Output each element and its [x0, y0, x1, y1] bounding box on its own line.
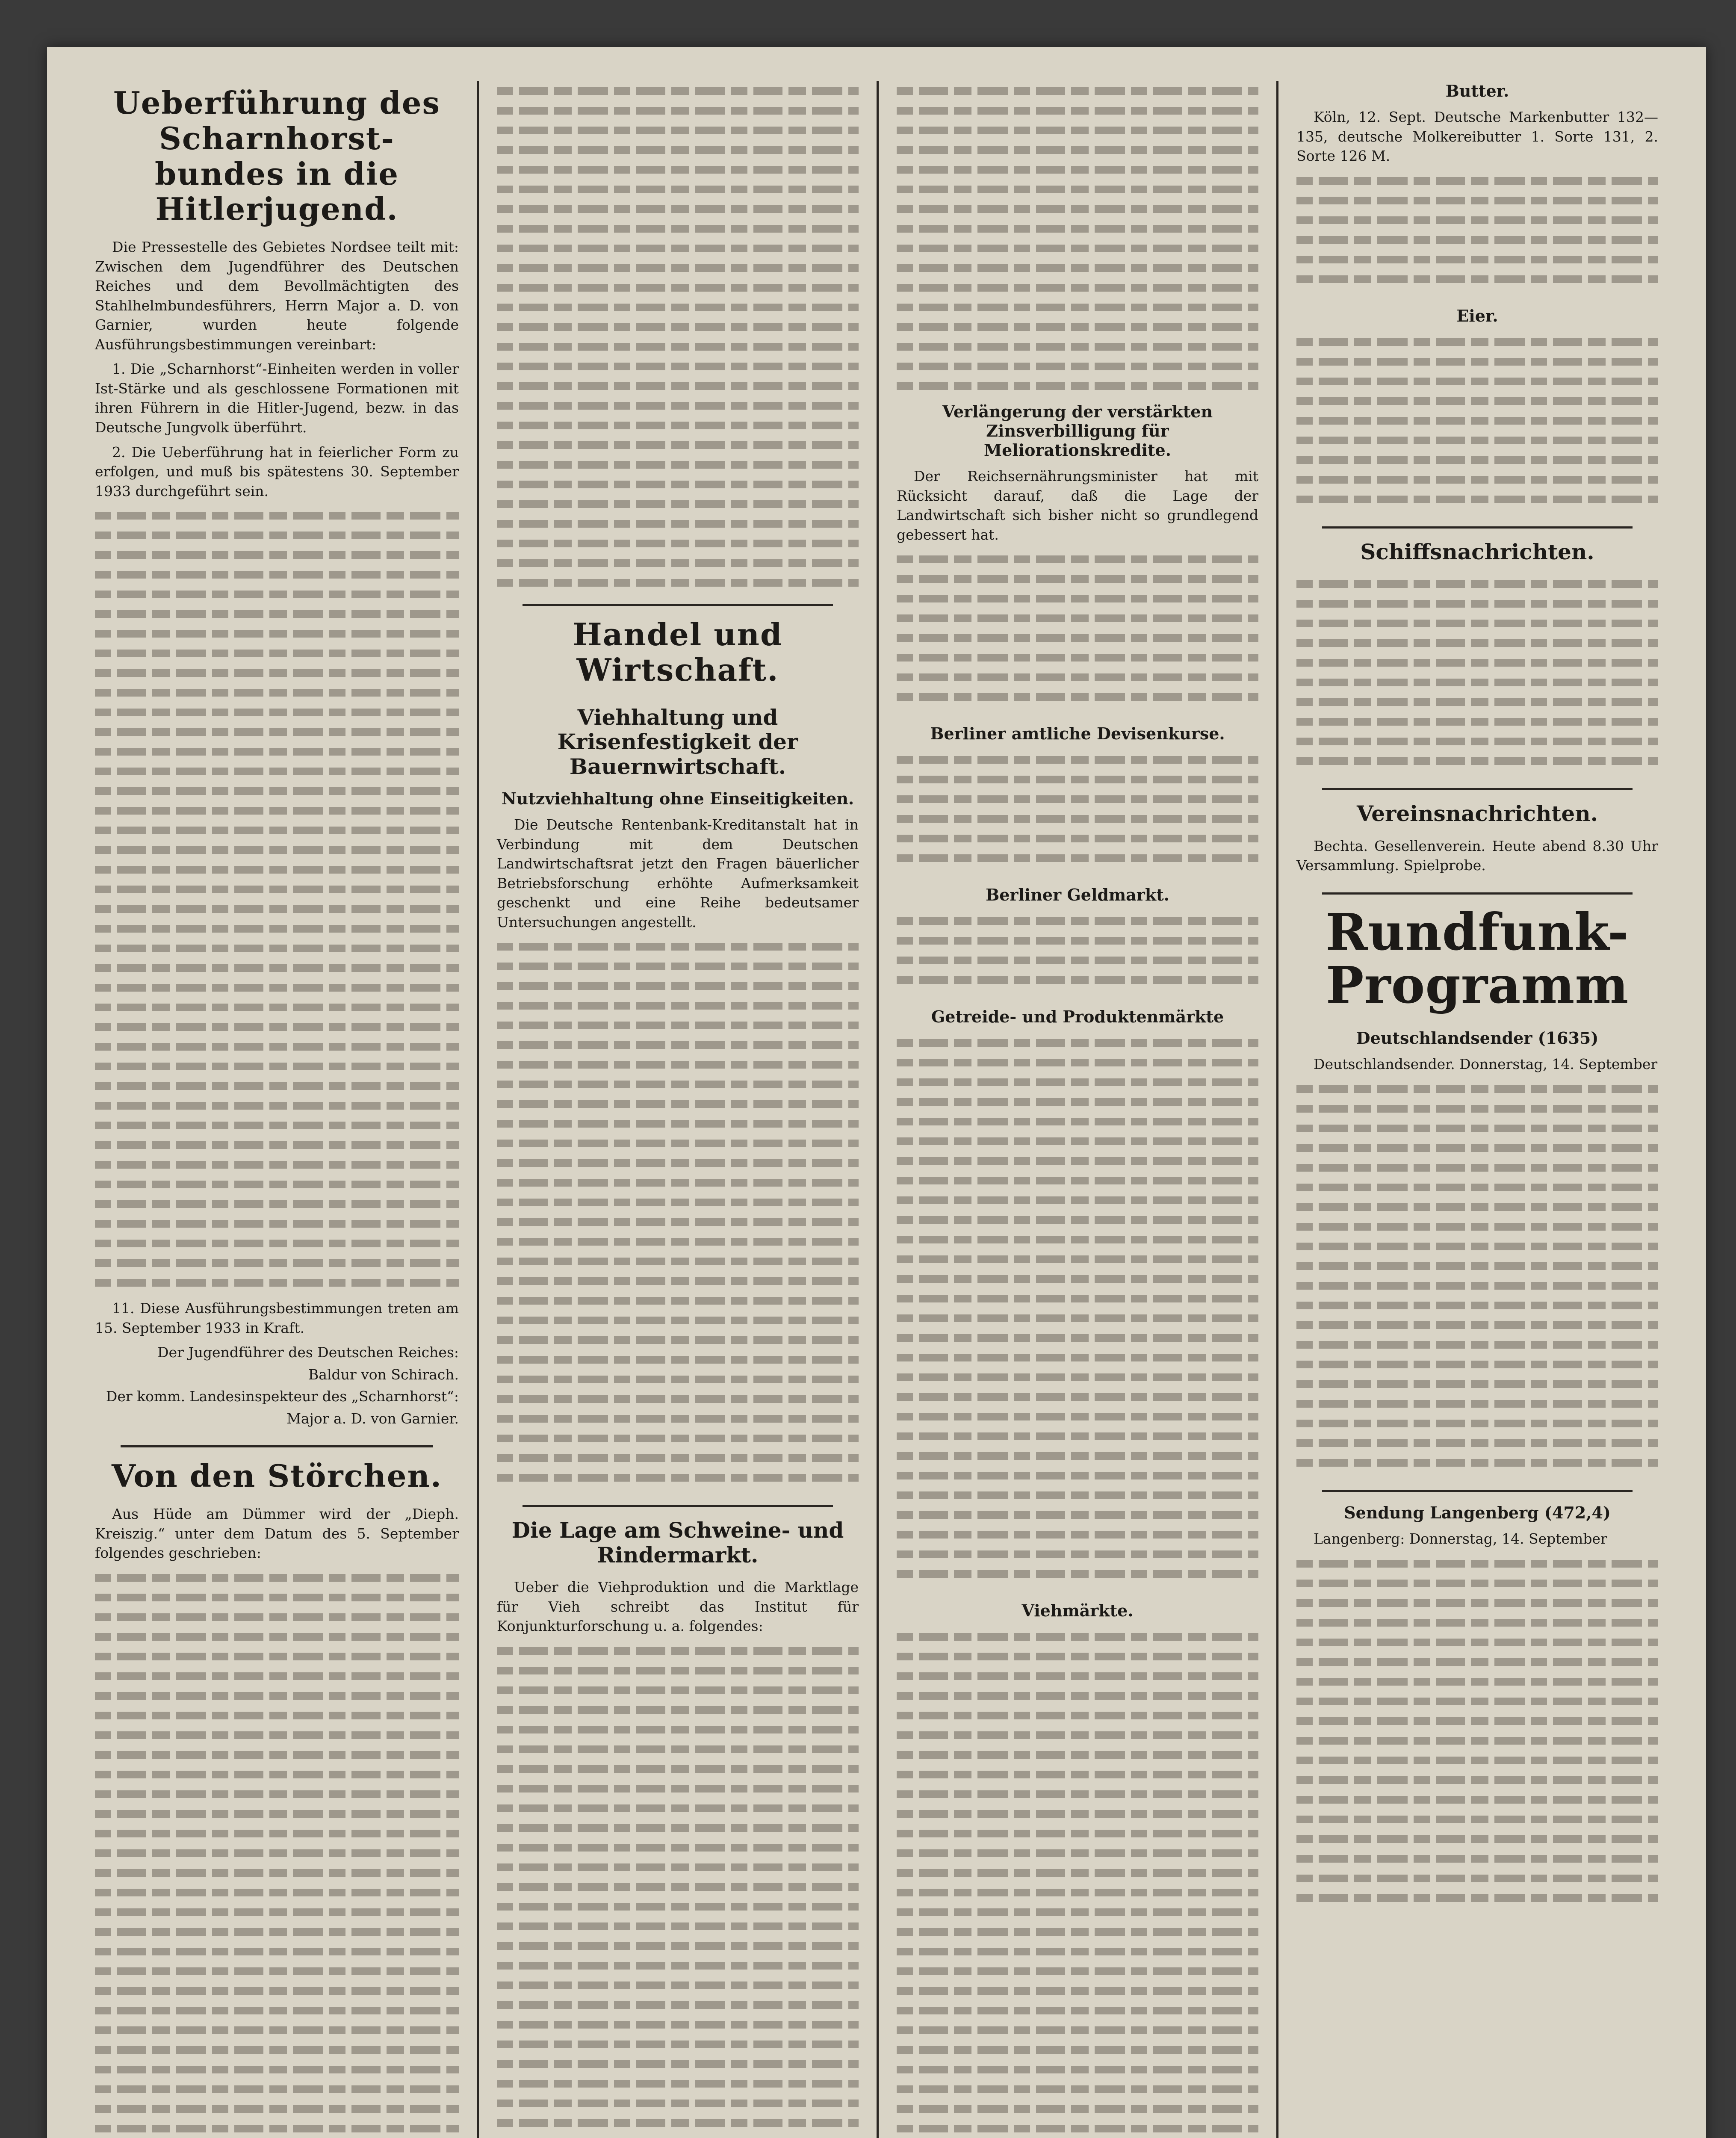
paragraph: Langenberg: Donnerstag, 14. September	[1314, 1530, 1607, 1547]
headline: Butter.	[1445, 81, 1509, 100]
column-2	[477, 81, 877, 2138]
article-viehmaerkte	[897, 1601, 1258, 2138]
illegible-text-block	[95, 506, 459, 1293]
illegible-text-block	[1296, 1079, 1658, 1473]
divider	[523, 604, 833, 606]
paragraph: 11. Diese Ausführungsbestimmungen treten am 15. September 1933 in Kraft.	[95, 1300, 459, 1336]
headline: Getreide- und Produktenmärkte	[931, 1007, 1224, 1027]
headline: Vereinsnachrichten.	[1356, 801, 1598, 827]
article-butter	[1296, 81, 1658, 289]
article-eier	[1296, 306, 1658, 509]
signature: Baldur von Schirach.	[308, 1366, 459, 1383]
article-viehhaltung	[497, 705, 859, 1488]
article-zinsverbilligung	[897, 402, 1258, 707]
section-headline: Rundfunk-Programm	[1326, 902, 1629, 1015]
paragraph: Bechta. Gesellenverein. Heute abend 8.30 Uhr Versammlung. Spielprobe.	[1296, 837, 1658, 874]
headline: Viehhaltung und Krisenfestigkeit der Bauernwirtschaft.	[557, 704, 798, 779]
article-deutschlandsender	[1296, 1028, 1658, 1473]
column-1	[77, 81, 477, 2138]
paragraph: Deutschlandsender. Donnerstag, 14. September	[1314, 1056, 1658, 1073]
newspaper-sheet	[47, 47, 1706, 2138]
paragraph: Aus Hüde am Dümmer wird der „Dieph. Kreiszig.“ unter dem Datum des 5. September folgendes geschrieben:	[95, 1506, 459, 1562]
illegible-text-block	[1296, 574, 1658, 771]
headline: Verlängerung der verstärkten Zinsverbilligung für Meliorationskredite.	[942, 402, 1213, 460]
illegible-text-block	[897, 911, 1258, 990]
article-vereinsnachrichten	[1296, 801, 1658, 875]
newspaper-page	[77, 81, 1676, 2138]
paragraph: Ueber die Viehproduktion und die Marktlage für Vieh schreibt das Institut für Konjunkturforschung u. a. folgendes:	[497, 1579, 859, 1635]
paragraph: 1. Die „Scharnhorst“-Einheiten werden in voller Ist-Stärke und als geschlossene Formationen mit ihren Führern in die Hitler-Jugend, bezw. in das Deutsche Jungvolk überführt.	[95, 360, 459, 436]
headline: Die Lage am Schweine- und Rindermarkt.	[511, 1518, 844, 1568]
headline: Ueberführung des Scharnhorst-bundes in die Hitlerjugend.	[113, 85, 441, 227]
illegible-text-block	[897, 549, 1258, 707]
illegible-text-block	[497, 1641, 859, 2138]
subheadline: Nutzviehhaltung ohne Einseitigkeiten.	[501, 789, 854, 809]
article-getreide	[897, 1007, 1258, 1584]
illegible-text-block	[897, 1033, 1258, 1584]
paragraph: 2. Die Ueberführung hat in feierlicher Form zu erfolgen, und muß bis spätestens 30. September 1933 durchgeführt sein.	[95, 443, 459, 499]
article-stoerche	[95, 1459, 459, 2138]
article-geldmarkt	[897, 885, 1258, 990]
article-schiffsnachrichten	[1296, 540, 1658, 771]
divider	[121, 1445, 433, 1447]
article-langenberg	[1296, 1503, 1658, 1908]
divider	[1322, 892, 1633, 895]
paragraph: Die Pressestelle des Gebietes Nordsee teilt mit: Zwischen dem Jugendführer des Deutschen Reiches und dem Bevollmächtigten des Stahlhelmbundesführers, Herrn Major a. D. von Garnier, wurden heute folgende Ausführungsbestimmungen vereinbart:	[95, 239, 459, 353]
column-4	[1276, 81, 1676, 2138]
illegible-text-block	[897, 750, 1258, 868]
headline: Schiffsnachrichten.	[1360, 539, 1594, 564]
headline: Deutschlandsender (1635)	[1356, 1028, 1599, 1048]
divider	[1322, 1490, 1633, 1492]
paragraph: Die Deutsche Rentenbank-Kreditanstalt hat in Verbindung mit dem Deutschen Landwirtschaftsrat jetzt den Fragen bäuerlicher Betriebsforschung erhöhte Aufmerksamkeit geschenkt und eine Reihe bedeutsamer Untersuchungen angestellt.	[497, 816, 859, 930]
illegible-text-block	[1296, 332, 1658, 509]
illegible-text-block	[497, 81, 859, 593]
section-headline: Handel und Wirtschaft.	[573, 616, 783, 688]
illegible-text-block	[95, 1568, 459, 2138]
article-devisenkurse	[897, 724, 1258, 868]
headline: Von den Störchen.	[112, 1458, 442, 1494]
illegible-text-block	[1296, 171, 1658, 289]
signature: Der komm. Landesinspekteur des „Scharnhorst“:	[106, 1388, 459, 1405]
article-scharnhorst	[95, 86, 459, 1428]
column-3	[877, 81, 1276, 2138]
headline: Berliner Geldmarkt.	[986, 885, 1169, 905]
headline: Viehmärkte.	[1022, 1601, 1134, 1621]
paragraph: Köln, 12. Sept. Deutsche Markenbutter 132—135, deutsche Molkereibutter 1. Sorte 131, 2. Sorte 126 M.	[1296, 109, 1658, 165]
divider	[1322, 788, 1633, 790]
headline: Berliner amtliche Devisenkurse.	[930, 724, 1225, 744]
illegible-text-block	[897, 81, 1258, 396]
headline: Eier.	[1456, 306, 1498, 325]
signature: Der Jugendführer des Deutschen Reiches:	[157, 1344, 459, 1361]
divider	[523, 1505, 833, 1507]
section-rundfunk	[1296, 902, 1658, 1015]
illegible-text-block	[897, 1627, 1258, 2138]
section-handel	[497, 617, 859, 688]
paragraph: Der Reichsernährungsminister hat mit Rücksicht darauf, daß die Lage der Landwirtschaft sich bisher nicht so grundlegend gebessert hat.	[897, 468, 1258, 543]
signature: Major a. D. von Garnier.	[286, 1410, 459, 1427]
article-schweinemarkt	[497, 1518, 859, 2138]
illegible-text-block	[497, 937, 859, 1488]
illegible-text-block	[1296, 1554, 1658, 1908]
divider	[1322, 526, 1633, 529]
headline: Sendung Langenberg (472,4)	[1344, 1503, 1611, 1522]
